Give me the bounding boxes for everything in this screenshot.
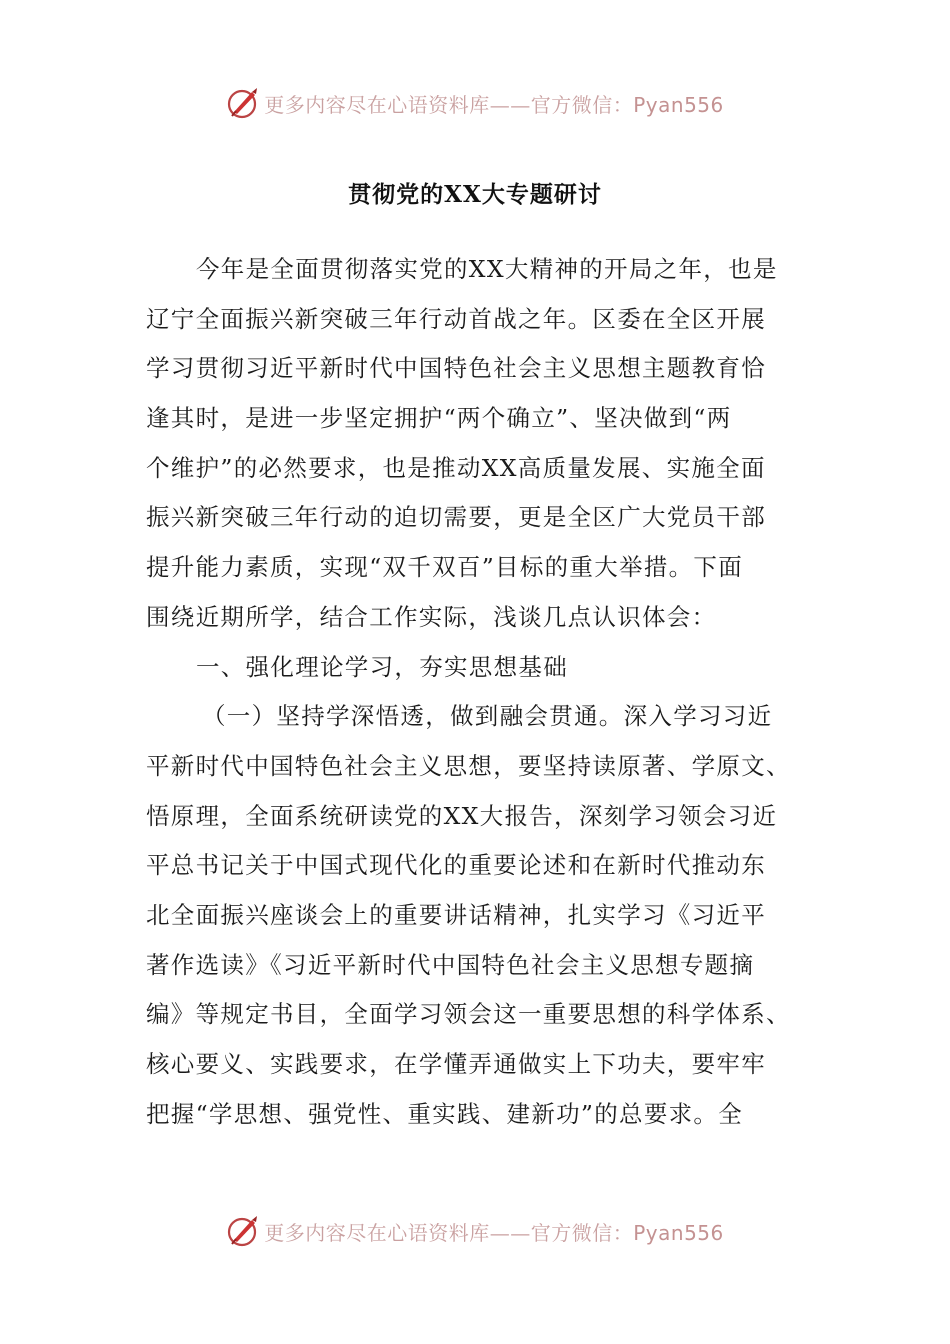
document-body [146, 245, 806, 1139]
quill-pen-logo-icon [226, 86, 260, 120]
quill-pen-logo-icon [226, 1214, 260, 1248]
watermark-wechat-id: Pyan556 [633, 92, 724, 117]
body-line: 著作选读》《习近平新时代中国特色社会主义思想专题摘 [146, 950, 755, 979]
body-line: 北全面振兴座谈会上的重要讲话精神，扎实学习《习近平 [146, 900, 766, 929]
body-line: 逢其时，是进一步坚定拥护“两个确立”、坚决做到“两 [146, 404, 732, 433]
watermark-text [264, 1217, 724, 1246]
body-line: 把握“学思想、强党性、重实践、建新功”的总要求。全 [146, 1099, 744, 1128]
watermark-separator: —— [489, 1220, 531, 1245]
section-heading: 一、强化理论学习，夯实思想基础 [196, 652, 568, 681]
watermark-wechat-id: Pyan556 [633, 1220, 724, 1245]
body-line: 核心要义、实践要求，在学懂弄通做实上下功夫，要牢牢 [146, 1050, 766, 1078]
watermark-contact-label: 官方微信： [530, 1220, 634, 1245]
body-line: 平新时代中国特色社会主义思想，要坚持读原著、学原文、 [146, 751, 791, 780]
body-line: 辽宁全面振兴新突破三年行动首战之年。区委在全区开展 [146, 304, 766, 333]
watermark-separator: —— [489, 92, 531, 117]
footer-watermark [0, 1209, 950, 1253]
watermark-contact-label: 官方微信： [530, 92, 634, 117]
body-line: 悟原理，全面系统研读党的XX大报告，深刻学习领会习近 [146, 801, 778, 830]
body-line: 编》等规定书目，全面学习领会这一重要思想的科学体系、 [146, 1000, 791, 1029]
watermark-text [264, 89, 724, 118]
body-line: 围绕近期所学，结合工作实际，浅谈几点认识体会： [146, 602, 717, 631]
document-title: 贯彻党的XX大专题研讨 [348, 181, 602, 208]
watermark-main-text: 更多内容尽在心语资料库 [264, 1220, 490, 1245]
body-line: 今年是全面贯彻落实党的XX大精神的开局之年，也是 [196, 255, 778, 283]
subsection-line: （一）坚持学深悟透，做到融会贯通。深入学习习近 [202, 702, 773, 731]
body-line: 学习贯彻习近平新时代中国特色社会主义思想主题教育恰 [146, 354, 766, 383]
body-line: 平总书记关于中国式现代化的重要论述和在新时代推动东 [146, 851, 766, 880]
body-line: 提升能力素质，实现“双千双百”目标的重大举措。下面 [146, 553, 744, 582]
watermark-main-text: 更多内容尽在心语资料库 [264, 92, 490, 117]
body-line: 个维护”的必然要求，也是推动XX高质量发展、实施全面 [146, 453, 766, 482]
body-line: 振兴新突破三年行动的迫切需要，更是全区广大党员干部 [146, 503, 766, 532]
header-watermark [0, 81, 950, 125]
